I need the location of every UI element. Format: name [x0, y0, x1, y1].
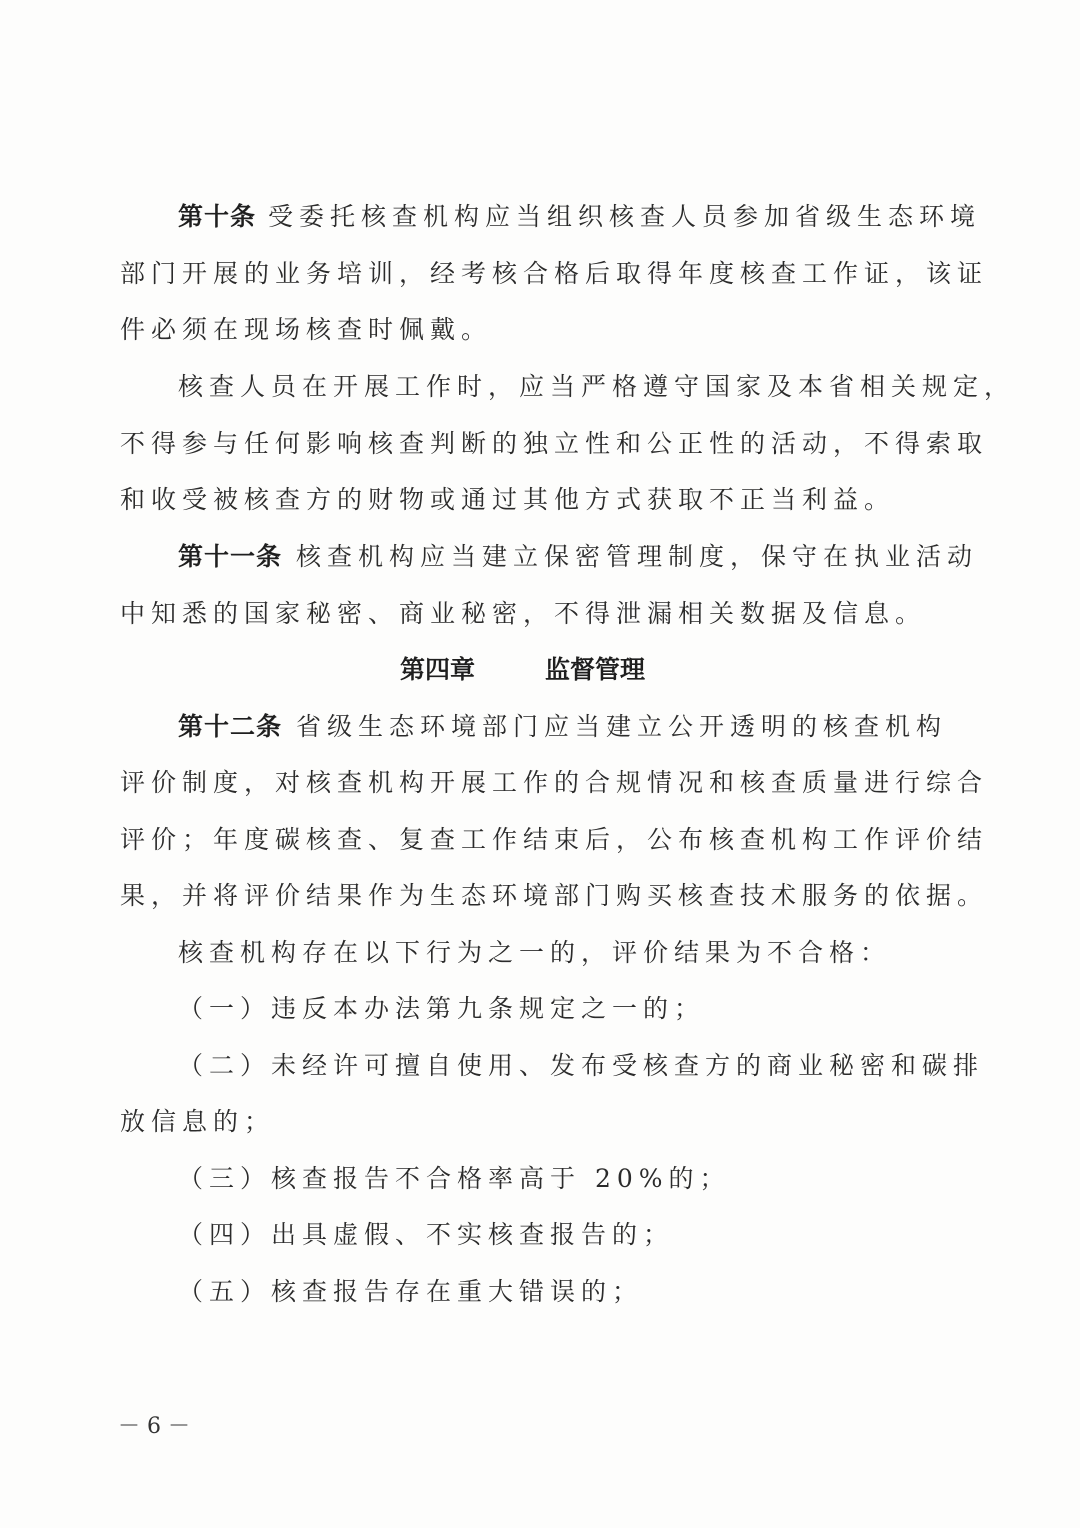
article-10-title: 第十条 — [178, 202, 257, 231]
article-12-title: 第十二条 — [178, 712, 283, 741]
article-11-line-1 — [0, 539, 1080, 575]
article-12-text: 省级生态环境部门应当建立公开透明的核查机构 — [296, 712, 948, 741]
body-line: 核查人员在开展工作时，应当严格遵守国家及本省相关规定， — [178, 372, 1016, 401]
chapter-number: 第四章 — [400, 655, 476, 684]
list-item: （三）核查报告不合格率高于 20%的； — [178, 1164, 731, 1193]
body-line: 和收受被核查方的财物或通过其他方式获取不正当利益。 — [120, 485, 896, 514]
body-line: 不得参与任何影响核查判断的独立性和公正性的活动，不得索取 — [120, 429, 989, 458]
article-12-line-1 — [0, 709, 1080, 745]
list-item: （二）未经许可擅自使用、发布受核查方的商业秘密和碳排 — [178, 1051, 985, 1080]
body-line: 果，并将评价结果作为生态环境部门购买核查技术服务的依据。 — [120, 881, 989, 910]
article-10-text: 受委托核查机构应当组织核查人员参加省级生态环境 — [268, 202, 982, 231]
list-item-continuation: 放信息的； — [120, 1107, 276, 1136]
chapter-heading — [0, 652, 1080, 688]
article-10-line-1 — [0, 199, 1080, 235]
article-11-text: 核查机构应当建立保密管理制度，保守在执业活动 — [296, 542, 979, 571]
list-item: （五）核查报告存在重大错误的； — [178, 1277, 644, 1306]
body-line: 部门开展的业务培训，经考核合格后取得年度核查工作证，该证 — [120, 259, 989, 288]
body-line: 核查机构存在以下行为之一的，评价结果为不合格： — [178, 938, 892, 967]
body-line: 中知悉的国家秘密、商业秘密，不得泄漏相关数据及信息。 — [120, 599, 927, 628]
page-number: － 6 － — [118, 1414, 190, 1439]
body-line: 评价；年度碳核查、复查工作结束后，公布核查机构工作评价结 — [120, 825, 989, 854]
list-item: （四）出具虚假、不实核查报告的； — [178, 1220, 675, 1249]
article-11-title: 第十一条 — [178, 542, 283, 571]
body-line: 件必须在现场核查时佩戴。 — [120, 315, 493, 344]
list-item: （一）违反本办法第九条规定之一的； — [178, 994, 706, 1023]
body-line: 评价制度，对核查机构开展工作的合规情况和核查质量进行综合 — [120, 768, 989, 797]
chapter-title: 监督管理 — [545, 655, 646, 684]
